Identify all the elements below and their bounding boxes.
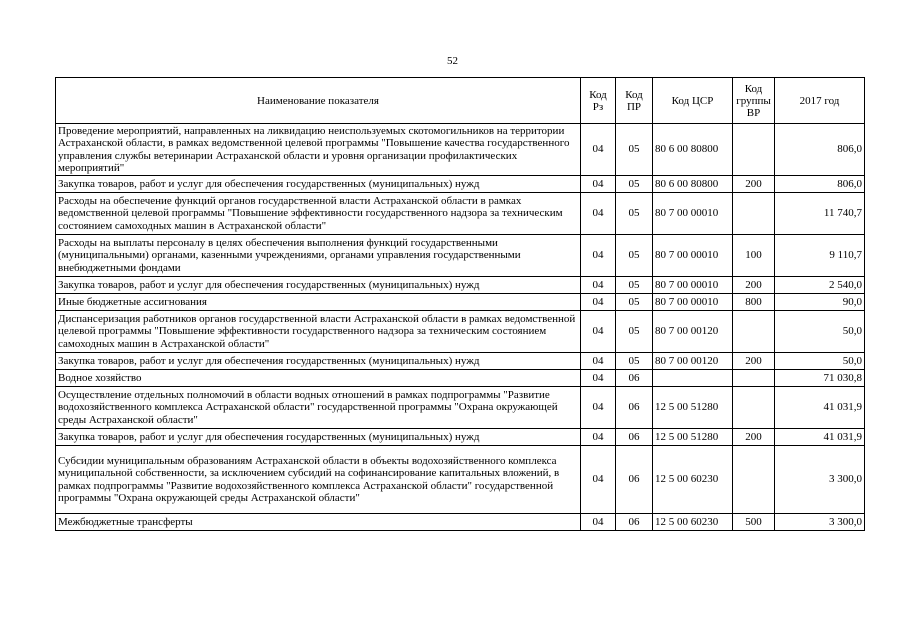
table-row	[56, 387, 865, 429]
table-row	[56, 235, 865, 277]
cell-vr	[733, 370, 775, 387]
cell-amount: 806,0	[775, 176, 865, 193]
cell-amount: 50,0	[775, 353, 865, 370]
cell-vr	[733, 311, 775, 353]
cell-rz: 04	[581, 277, 616, 294]
cell-pr: 05	[616, 353, 653, 370]
cell-rz: 04	[581, 446, 616, 514]
cell-name: Водное хозяйство	[56, 370, 581, 387]
table-row	[56, 193, 865, 235]
page-number: 52	[447, 55, 458, 67]
cell-amount: 3 300,0	[775, 514, 865, 531]
table-row	[56, 124, 865, 176]
table-row	[56, 311, 865, 353]
cell-pr: 05	[616, 176, 653, 193]
cell-rz: 04	[581, 353, 616, 370]
cell-rz: 04	[581, 387, 616, 429]
cell-rz: 04	[581, 235, 616, 277]
cell-pr: 05	[616, 294, 653, 311]
cell-name: Закупка товаров, работ и услуг для обеспечения государственных (муниципальных) нужд	[56, 277, 581, 294]
header-name: Наименование показателя	[56, 78, 581, 124]
table-row	[56, 176, 865, 193]
cell-vr	[733, 446, 775, 514]
cell-name: Закупка товаров, работ и услуг для обеспечения государственных (муниципальных) нужд	[56, 429, 581, 446]
cell-vr	[733, 387, 775, 429]
cell-name: Иные бюджетные ассигнования	[56, 294, 581, 311]
header-rz: Код Рз	[581, 78, 616, 124]
table-row	[56, 353, 865, 370]
table-row	[56, 429, 865, 446]
cell-rz: 04	[581, 429, 616, 446]
cell-pr: 05	[616, 124, 653, 176]
cell-pr: 06	[616, 514, 653, 531]
table-body	[56, 124, 865, 531]
cell-csr: 80 6 00 80800	[653, 176, 733, 193]
cell-pr: 05	[616, 311, 653, 353]
cell-rz: 04	[581, 514, 616, 531]
cell-vr: 200	[733, 429, 775, 446]
cell-amount: 806,0	[775, 124, 865, 176]
cell-rz: 04	[581, 294, 616, 311]
table-row	[56, 277, 865, 294]
cell-csr: 12 5 00 51280	[653, 387, 733, 429]
cell-pr: 06	[616, 446, 653, 514]
cell-pr: 05	[616, 235, 653, 277]
cell-amount: 50,0	[775, 311, 865, 353]
header-vr: Код группы ВР	[733, 78, 775, 124]
cell-name: Проведение мероприятий, направленных на ликвидацию неиспользуемых скотомогильников на территории Астраханской области, в рамках ведомственной целевой программы "Повышение качества государственного управления службы ветеринарии Астраханской области и уровня организации профилактических мероприятий"	[56, 124, 581, 176]
header-year: 2017 год	[775, 78, 865, 124]
cell-amount: 90,0	[775, 294, 865, 311]
header-csr: Код ЦСР	[653, 78, 733, 124]
cell-csr: 80 7 00 00010	[653, 277, 733, 294]
cell-csr	[653, 370, 733, 387]
cell-csr: 12 5 00 60230	[653, 514, 733, 531]
cell-vr: 200	[733, 353, 775, 370]
cell-csr: 12 5 00 51280	[653, 429, 733, 446]
cell-vr: 800	[733, 294, 775, 311]
cell-vr: 200	[733, 176, 775, 193]
cell-name: Расходы на обеспечение функций органов государственной власти Астраханской области в рамках ведомственной целевой программы "Повышение эффективности государственного надзора за техническим состоянием самоходных машин в Астраханской области"	[56, 193, 581, 235]
cell-csr: 80 7 00 00120	[653, 311, 733, 353]
cell-rz: 04	[581, 176, 616, 193]
cell-name: Диспансеризация работников органов государственной власти Астраханской области в рамках ведомственной целевой программы "Повышение эффективности государственного надзора за техническим состоянием самоходных машин в Астраханской области"	[56, 311, 581, 353]
cell-pr: 06	[616, 370, 653, 387]
cell-name: Закупка товаров, работ и услуг для обеспечения государственных (муниципальных) нужд	[56, 176, 581, 193]
cell-csr: 12 5 00 60230	[653, 446, 733, 514]
cell-rz: 04	[581, 311, 616, 353]
cell-pr: 06	[616, 387, 653, 429]
header-pr: Код ПР	[616, 78, 653, 124]
cell-amount: 41 031,9	[775, 429, 865, 446]
cell-name: Расходы на выплаты персоналу в целях обеспечения выполнения функций государственными (муниципальными) органами, казенными учреждениями, органами управления государственными внебюджетными фондами	[56, 235, 581, 277]
cell-vr	[733, 124, 775, 176]
cell-csr: 80 7 00 00010	[653, 294, 733, 311]
cell-name: Межбюджетные трансферты	[56, 514, 581, 531]
budget-table	[55, 77, 865, 531]
cell-pr: 06	[616, 429, 653, 446]
table-header	[56, 78, 865, 124]
cell-rz: 04	[581, 370, 616, 387]
cell-amount: 41 031,9	[775, 387, 865, 429]
cell-vr: 100	[733, 235, 775, 277]
cell-csr: 80 7 00 00120	[653, 353, 733, 370]
cell-csr: 80 7 00 00010	[653, 235, 733, 277]
table-row	[56, 514, 865, 531]
cell-amount: 9 110,7	[775, 235, 865, 277]
table-row	[56, 446, 865, 514]
cell-amount: 11 740,7	[775, 193, 865, 235]
cell-vr	[733, 193, 775, 235]
cell-rz: 04	[581, 124, 616, 176]
table-row	[56, 370, 865, 387]
cell-pr: 05	[616, 193, 653, 235]
cell-amount: 71 030,8	[775, 370, 865, 387]
cell-vr: 500	[733, 514, 775, 531]
cell-name: Закупка товаров, работ и услуг для обеспечения государственных (муниципальных) нужд	[56, 353, 581, 370]
cell-csr: 80 6 00 80800	[653, 124, 733, 176]
cell-csr: 80 7 00 00010	[653, 193, 733, 235]
cell-name: Субсидии муниципальным образованиям Астраханской области в объекты водохозяйственного комплекса муниципальной собственности, за исключением субсидий на софинансирование капитальных вложений, в рамках подпрограммы "Развитие водохозяйственного комплекса Астраханской области" государственной программы "Охрана окружающей среды Астраханской области"	[56, 446, 581, 514]
cell-name: Осуществление отдельных полномочий в области водных отношений в рамках подпрограммы "Развитие водохозяйственного комплекса Астраханской области" государственной программы "Охрана окружающей среды Астраханской области"	[56, 387, 581, 429]
cell-rz: 04	[581, 193, 616, 235]
cell-amount: 3 300,0	[775, 446, 865, 514]
cell-pr: 05	[616, 277, 653, 294]
table-row	[56, 294, 865, 311]
cell-vr: 200	[733, 277, 775, 294]
cell-amount: 2 540,0	[775, 277, 865, 294]
